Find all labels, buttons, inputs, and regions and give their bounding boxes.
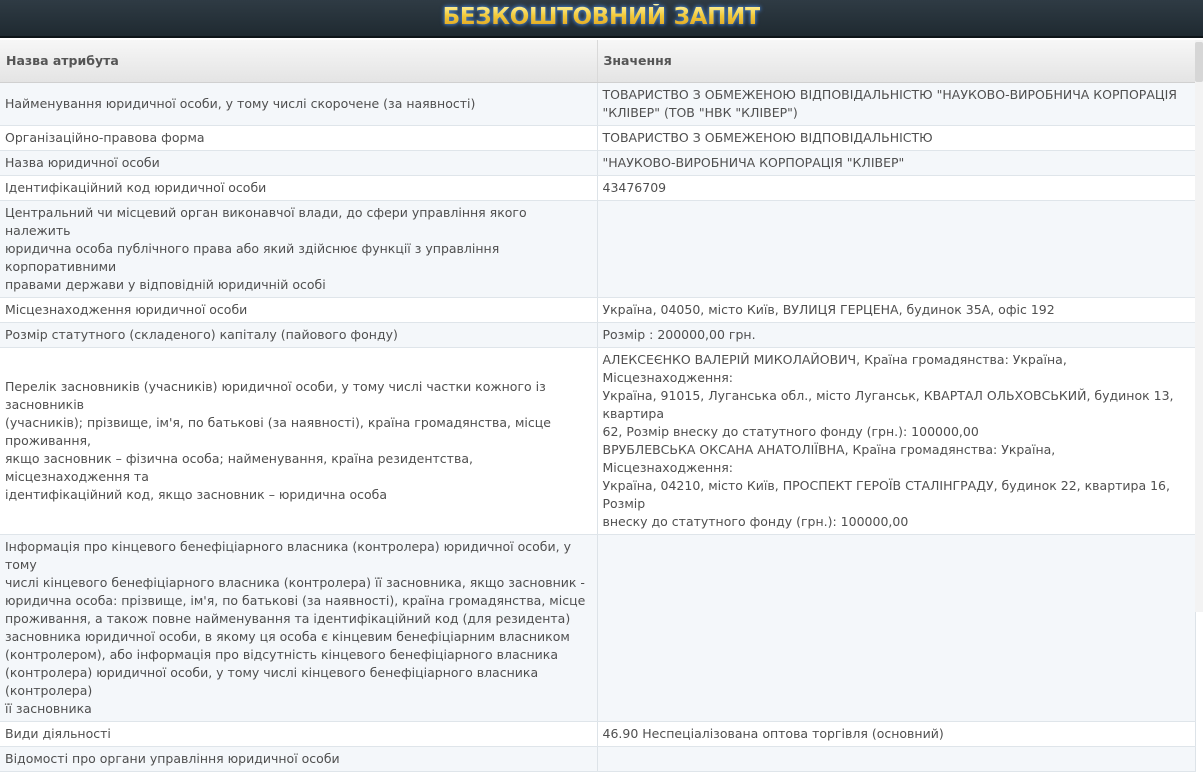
value-cell [597, 125, 1195, 150]
value-cell [597, 200, 1195, 297]
value-cell [597, 347, 1195, 534]
attribute-text: (контролера) юридичної особи, у тому числі кінцевого бенефіціарного власника (контролера) [5, 664, 539, 698]
attribute-text: (контролером), або інформація про відсутність кінцевого бенефіціарного власника [5, 646, 558, 662]
scrollbar-thumb[interactable] [1195, 42, 1203, 82]
attribute-cell [0, 322, 597, 347]
value-text: ВРУБЛЕВСЬКА ОКСАНА АНАТОЛІЇВНА, Країна громадянства: Україна, Місцезнаходження: [602, 441, 1056, 475]
table-row[interactable] [0, 200, 1195, 297]
table-row[interactable] [0, 297, 1195, 322]
attribute-text: засновника юридичної особи, в якому ця особа є кінцевим бенефіціарним власником [5, 628, 570, 644]
attribute-text: правами держави у відповідній юридичній особі [5, 276, 326, 292]
attribute-cell [0, 534, 597, 721]
attribute-text: Місцезнаходження юридичної особи [5, 301, 248, 317]
attribute-cell [0, 347, 597, 534]
attribute-text: Відомості про органи управління юридичної особи [5, 750, 340, 766]
attribute-cell [0, 175, 597, 200]
value-text: Україна, 91015, Луганська обл., місто Луганськ, КВАРТАЛ ОЛЬХОВСЬКИЙ, будинок 13, квартира [602, 387, 1174, 421]
attribute-text: Назва юридичної особи [5, 154, 160, 170]
value-cell [597, 82, 1195, 125]
table-row[interactable] [0, 347, 1195, 534]
value-text: 46.90 Неспеціалізована оптова торгівля (основний) [602, 725, 944, 741]
table-row[interactable] [0, 746, 1195, 771]
attribute-text: проживання, а також повне найменування та ідентифікаційний код (для резидента) [5, 610, 571, 626]
value-text: 62, Розмір внеску до статутного фонду (грн.): 100000,00 [602, 423, 979, 439]
attribute-text: Найменування юридичної особи, у тому числі скорочене (за наявності) [5, 95, 476, 111]
value-text: ТОВАРИСТВО З ОБМЕЖЕНОЮ ВІДПОВІДАЛЬНІСТЮ "НАУКОВО-ВИРОБНИЧА КОРПОРАЦІЯ [602, 86, 1177, 102]
attribute-text: Центральний чи місцевий орган виконавчої влади, до сфери управління якого належить [5, 204, 527, 238]
value-text: Розмір : 200000,00 грн. [602, 326, 756, 342]
attribute-text: Інформація про кінцевого бенефіціарного власника (контролера) юридичної особи, у тому [5, 538, 571, 572]
attribute-cell [0, 200, 597, 297]
value-text: "КЛІВЕР" (ТОВ "НВК "КЛІВЕР") [602, 104, 798, 120]
value-text: АЛЕКСЕЄНКО ВАЛЕРІЙ МИКОЛАЙОВИЧ, Країна громадянства: Україна, Місцезнаходження: [602, 351, 1067, 385]
attribute-text: Організаційно-правова форма [5, 129, 205, 145]
value-cell [597, 175, 1195, 200]
page-title: БЕЗКОШТОВНИЙ ЗАПИТ [442, 4, 761, 30]
attribute-text: ідентифікаційний код, якщо засновник – юридична особа [5, 486, 387, 502]
table-row[interactable] [0, 322, 1195, 347]
value-text: 43476709 [602, 179, 667, 195]
table-row[interactable] [0, 125, 1195, 150]
table-row[interactable] [0, 82, 1195, 125]
value-text: внеску до статутного фонду (грн.): 100000,00 [602, 513, 909, 529]
column-header-attribute[interactable]: Назва атрибута [0, 40, 597, 82]
table-row[interactable] [0, 150, 1195, 175]
value-text: "НАУКОВО-ВИРОБНИЧА КОРПОРАЦІЯ "КЛІВЕР" [602, 154, 905, 170]
attribute-text: юридична особа публічного права або який здійснює функції з управління корпоративними [5, 240, 500, 274]
attribute-text: Розмір статутного (складеного) капіталу (пайового фонду) [5, 326, 398, 342]
attribute-text: Ідентифікаційний код юридичної особи [5, 179, 267, 195]
attribute-cell [0, 82, 597, 125]
vertical-scrollbar[interactable] [1195, 40, 1203, 612]
attributes-grid [0, 40, 1203, 766]
table-header-row [0, 40, 1195, 82]
value-text: Україна, 04210, місто Київ, ПРОСПЕКТ ГЕРОЇВ СТАЛІНГРАДУ, будинок 22, квартира 16, Розмір [602, 477, 1170, 511]
attribute-text: Види діяльності [5, 725, 111, 741]
value-text: ТОВАРИСТВО З ОБМЕЖЕНОЮ ВІДПОВІДАЛЬНІСТЮ [602, 129, 933, 145]
attribute-cell [0, 721, 597, 746]
table-row[interactable] [0, 721, 1195, 746]
attribute-text: (учасників); прізвище, ім'я, по батькові (за наявності), країна громадянства, місце проживання, [5, 414, 551, 448]
attribute-text: юридична особа: прізвище, ім'я, по батькові (за наявності), країна громадянства, місце [5, 592, 586, 608]
value-cell [597, 322, 1195, 347]
attribute-cell [0, 746, 597, 771]
header-bar [0, 0, 1203, 38]
value-cell [597, 746, 1195, 771]
attributes-table [0, 40, 1196, 772]
value-cell [597, 534, 1195, 721]
attribute-text: її засновника [5, 700, 92, 716]
value-cell [597, 297, 1195, 322]
table-row[interactable] [0, 175, 1195, 200]
attribute-text: Перелік засновників (учасників) юридичної особи, у тому числі частки кожного із засновників [5, 378, 546, 412]
value-cell [597, 150, 1195, 175]
attribute-text: числі кінцевого бенефіціарного власника (контролера) її засновника, якщо засновник - [5, 574, 585, 590]
value-text: Україна, 04050, місто Київ, ВУЛИЦЯ ГЕРЦЕНА, будинок 35А, офіс 192 [602, 301, 1055, 317]
column-header-value[interactable]: Значення [597, 40, 1195, 82]
table-row[interactable] [0, 534, 1195, 721]
attribute-text: якщо засновник – фізична особа; найменування, країна резидентства, місцезнаходження та [5, 450, 473, 484]
value-cell [597, 721, 1195, 746]
attribute-cell [0, 297, 597, 322]
attribute-cell [0, 150, 597, 175]
attribute-cell [0, 125, 597, 150]
